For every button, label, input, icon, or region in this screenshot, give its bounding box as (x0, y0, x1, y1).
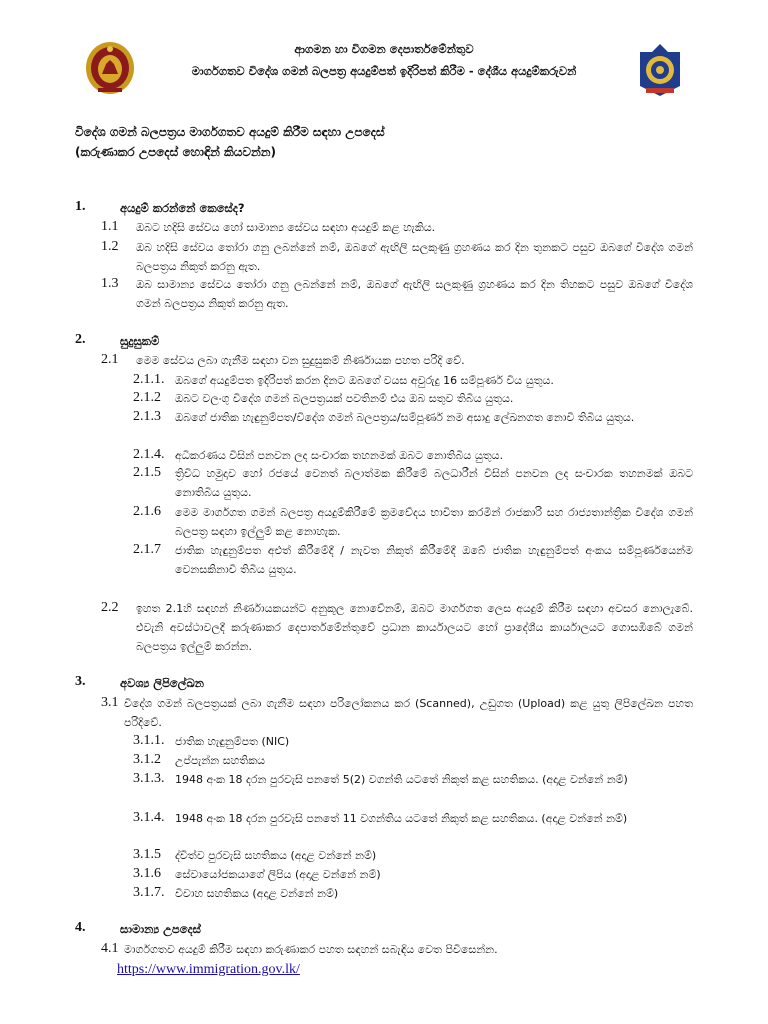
item-text: ත්‍රිවිධ හමුදාව හෝ රජයේ වෙනත් බලාත්මක කිරීමේ බලධාරීන් විසින් පනවන ලද සංචාරක තහනමක් ඔබට නොතිබිය යුතුය. (175, 467, 693, 499)
section-title: සාමාන්‍ය උපදෙස් (120, 922, 201, 936)
item-text: ජාතික හැඳුනුම්පත (NIC) (175, 735, 290, 748)
section-number: 3. (75, 674, 86, 689)
item-number: 3.1.1. (133, 733, 165, 748)
item-number: 2.1.5 (133, 465, 161, 480)
item-text: ඔබට හදිසි සේවය හෝ සාමාන්‍ය සේවය සඳහා අයදුම් කළ හැකිය. (136, 221, 436, 234)
section-title: අයදුම් කරන්නේ කෙසේද? (120, 201, 245, 215)
item-text: විදේශ ගමන් බලපත්‍රයක් ලබා ගැනීම සඳහා පරිලෝකනය කර (Scanned), උඩුගත (Upload) කළ යුතු ලිපිලේඛන පහත පරිදිවේ. (124, 697, 694, 729)
item-text: මෙම මාර්ගගත ගමන් බලපත්‍ර අයදුම්කිරීමේ ක්‍රමවේදය භාවිතා කරමින් රාජකාරි සහ රාජ්‍යතාන්ත්‍රික විදේශ ගමන් බලපත්‍ර සඳහා ඉල්ලුම් කළ නොහැක. (175, 506, 693, 538)
item-text: ඉහත 2.1හි සඳහන් නිර්ණායකයන්ට අනුකූල නොවේනම්, ඔබට මාර්ගගත ලෙස අයදුම් කිරීම සඳහා අවසර නොලැබේ. එවැනි අවස්ථාවලදී කරුණාකර දෙපාර්තමේන්තුවේ ප්‍රධාන කාර්යාලයට හෝ ප්‍රාදේශීය කාර්යාලයට ගොසඹිබේ ගමන් බලපත්‍රය ඉල්ලුම් කරන්න. (136, 602, 693, 653)
item-text: ඔබගේ ජාතික හැඳුනුම්පත/විදේශ ගමන් බලපත්‍රය/සම්පූර්ණ නම අසාදු ලේඛනගත නොවී තිබිය යුතුය. (175, 411, 635, 424)
item-number: 3.1.7. (133, 885, 165, 900)
item-number: 2.1.6 (133, 504, 161, 519)
item-text: අධිකරණය විසින් පනවන ලද සංචාරක තහනමක් ඔබට නොතිබිය යුතුය. (175, 449, 504, 462)
item-number: 3.1.2 (133, 752, 161, 767)
document-subtitle: මාර්ගගතව විදේශ ගමන් බලපත්‍ර අයදුම්පත් ඉදිරිපත් කිරීම - දේශීය අයදුම්කරුවන් (191, 64, 577, 78)
item-text: 1948 අංක 18 දරන පුරවැසි පනතේ 11 වගන්තිය යටතේ නිකුත් කළ සහතිකය. (අදාළ වන්නේ නම්) (175, 812, 628, 825)
department-name: ආගමන හා විගමන දෙපාර්තමේන්තුව (294, 42, 474, 56)
item-number: 3.1.6 (133, 866, 161, 881)
item-number: 2.1.3 (133, 409, 161, 424)
item-number: 2.1.7 (133, 542, 161, 557)
item-number: 2.1.1. (133, 372, 165, 387)
section-number: 1. (75, 199, 86, 214)
item-text: 1948 අංක 18 දරන පුරවැසි පනතේ 5(2) වගන්ති යටතේ නිකුත් කළ සහතිකය. (අදාළ වන්නේ නම්) (175, 773, 628, 786)
item-number: 1.1 (101, 219, 119, 234)
item-text: ඔබගේ අයදුම්පත ඉදිරිපත් කරන දිනට ඔබගේ වයස අවුරුදු 16 සම්පූර්ණ විය යුතුය. (175, 374, 554, 387)
item-text: විවාහ සහතිකය (අදාළ වන්නේ නම්) (175, 887, 339, 900)
item-text: මෙම සේවය ලබා ගැනීම සඳහා වන සුදුසුකම් නිර්ණායක පහත පරිදි වේ. (136, 354, 465, 367)
item-text: සේවායෝජකයාගේ ලිපිය (අදාළ වන්නේ නම්) (175, 868, 381, 881)
item-text: ජාතික හැඳුනුම්පත අළුත් කිරීමේදී / නැවත නිකුත් කිරීමේදී ඔබේ ජාතික හැඳුනුම්පත් අංකය සම්පූර්ණයෙන්ම වෙනසකිනාවී තිබිය යුතුය. (175, 544, 693, 576)
item-number: 1.2 (101, 239, 119, 254)
section-number: 4. (75, 920, 86, 935)
item-text: ද්විත්ව පුරවැසි සහතිකය (අදාළ වන්නේ නම්) (175, 849, 377, 862)
item-number: 2.1.4. (133, 447, 165, 462)
section-title: අවශ්‍ය ලිපිලේඛන (120, 676, 205, 690)
item-number: 3.1.3. (133, 771, 165, 786)
item-number: 2.1.2 (133, 390, 161, 405)
instructions-title: විදේශ ගමන් බලපත්‍රය මාර්ගගතව අයදුම් කිරීම සඳහා උපදෙස් (75, 125, 385, 139)
item-text: ඔබ සාමාන්‍ය සේවය තෝරා ගනු ලබන්නේ නම්, ඔබගේ ඇඟිලි සලකුණු ග්‍රහණය කර දින තිහකට පසුව ඔබගේ විදේශ ගමන් බලපත්‍රය නිකුත් කරනු ඇත. (136, 278, 693, 310)
item-number: 2.2 (101, 600, 119, 615)
item-number: 3.1 (101, 695, 119, 710)
item-number: 1.3 (101, 276, 119, 291)
instructions-note: (කරුණාකර උපදෙස් හොඳින් කියවන්න) (75, 145, 277, 159)
section-number: 2. (75, 332, 86, 347)
section-title: සුදුසුකම් (120, 334, 160, 348)
immigration-website-link[interactable]: https://www.immigration.gov.lk/ (117, 962, 300, 977)
item-number: 3.1.5 (133, 847, 161, 862)
item-text: ඔබ හදිසි සේවය තෝරා ගනු ලබන්නේ නම්, ඔබගේ ඇඟිලි සලකුණු ග්‍රහණය කර දින තුනකට පසුව ඔබගේ විදේශ ගමන් බලපත්‍රය නිකුත් කරනු ඇත. (136, 241, 693, 273)
item-text: ඔබට වලංගු විදේශ ගමන් බලපත්‍රයක් පවතිනම් එය ඔබ සතුව තිබිය යුතුය. (175, 392, 514, 405)
item-number: 4.1 (101, 941, 119, 956)
item-text: මාර්ගගතව අයදුම් කිරීම සඳහා කරුණාකර පහත සඳහන් සබැඳිය වෙත පිවිසෙන්න. (124, 943, 498, 956)
item-text: උප්පැන්න සහතිකය (175, 754, 266, 767)
item-number: 2.1 (101, 352, 119, 367)
item-number: 3.1.4. (133, 810, 165, 825)
